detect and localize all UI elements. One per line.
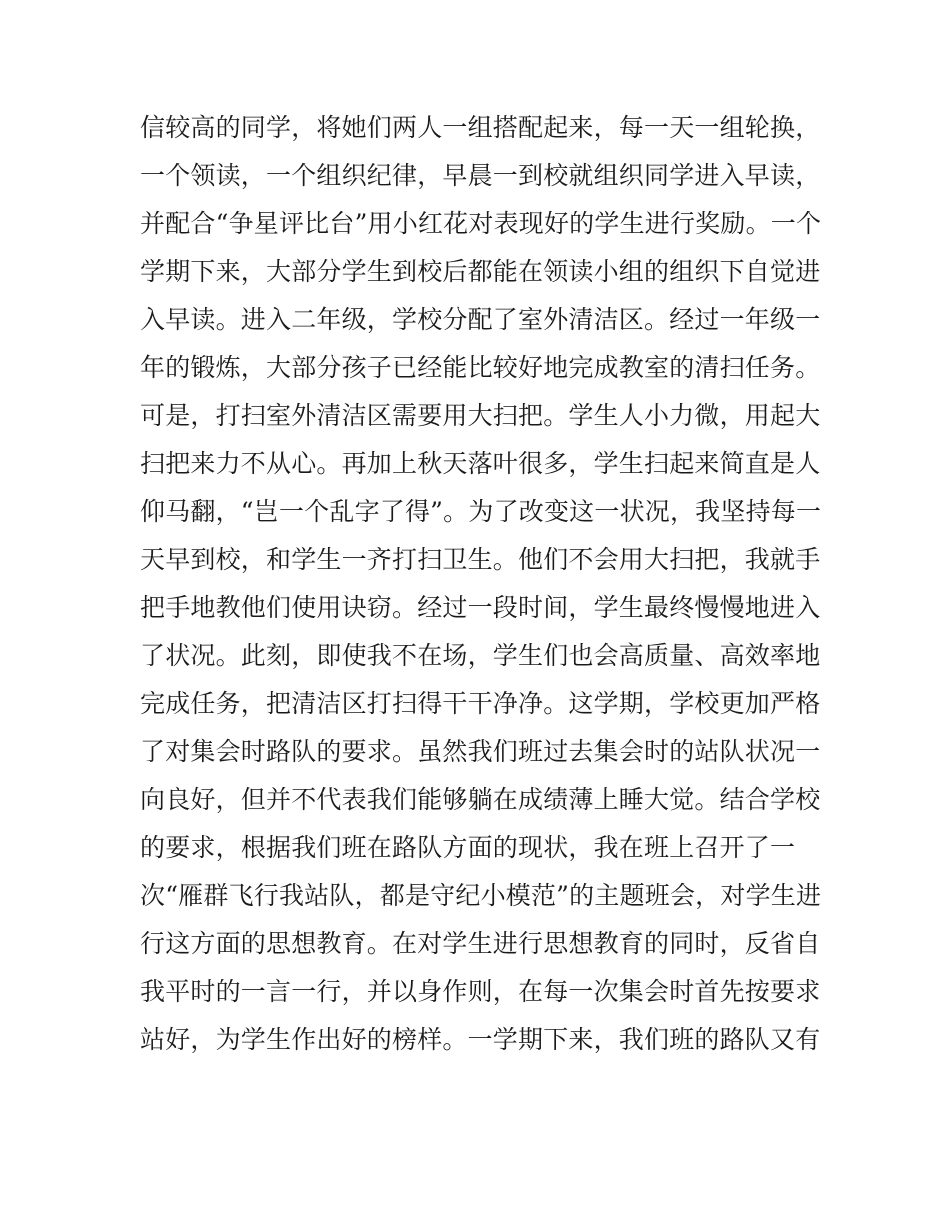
text-line: 次“雁群飞行我站队，都是守纪小模范”的主题班会，对学生进 bbox=[140, 881, 822, 910]
text-line: 入早读。进入二年级，学校分配了室外清洁区。经过一年级一 bbox=[140, 305, 821, 334]
text-line: 完成任务，把清洁区打扫得干干净净。这学期，学校更加严格 bbox=[140, 689, 821, 718]
text-line: 站好，为学生作出好的榜样。一学期下来，我们班的路队又有 bbox=[140, 1025, 821, 1054]
text-line: 可是，打扫室外清洁区需要用大扫把。学生人小力微，用起大 bbox=[140, 401, 821, 430]
text-line: 学期下来，大部分学生到校后都能在领读小组的组织下自觉进 bbox=[140, 257, 821, 286]
text-line: 了对集会时路队的要求。虽然我们班过去集会时的站队状况一 bbox=[140, 737, 821, 766]
text-line: 并配合“争星评比台”用小红花对表现好的学生进行奖励。一个 bbox=[140, 209, 822, 238]
text-line: 的要求，根据我们班在路队方面的现状，我在班上召开了一 bbox=[140, 833, 796, 862]
text-line: 向良好，但并不代表我们能够躺在成绩薄上睡大觉。结合学校 bbox=[140, 785, 821, 814]
body-text bbox=[140, 104, 830, 1064]
text-line: 扫把来力不从心。再加上秋天落叶很多，学生扫起来简直是人 bbox=[140, 449, 821, 478]
text-line: 天早到校，和学生一齐打扫卫生。他们不会用大扫把，我就手 bbox=[140, 545, 821, 574]
text-line: 年的锻炼，大部分孩子已经能比较好地完成教室的清扫任务。 bbox=[140, 353, 821, 382]
text-line: 了状况。此刻，即使我不在场，学生们也会高质量、高效率地 bbox=[140, 641, 821, 670]
text-line: 行这方面的思想教育。在对学生进行思想教育的同时，反省自 bbox=[140, 929, 821, 958]
text-line: 我平时的一言一行，并以身作则，在每一次集会时首先按要求 bbox=[140, 977, 821, 1006]
text-line: 把手地教他们使用诀窃。经过一段时间，学生最终慢慢地进入 bbox=[140, 593, 821, 622]
text-line: 仰马翻，“岂一个乱字了得”。为了改变这一状况，我坚持每一 bbox=[140, 497, 822, 526]
text-line: 信较高的同学，将她们两人一组搭配起来，每一天一组轮换， bbox=[140, 113, 821, 142]
text-line: 一个领读，一个组织纪律，早晨一到校就组织同学进入早读， bbox=[140, 161, 821, 190]
